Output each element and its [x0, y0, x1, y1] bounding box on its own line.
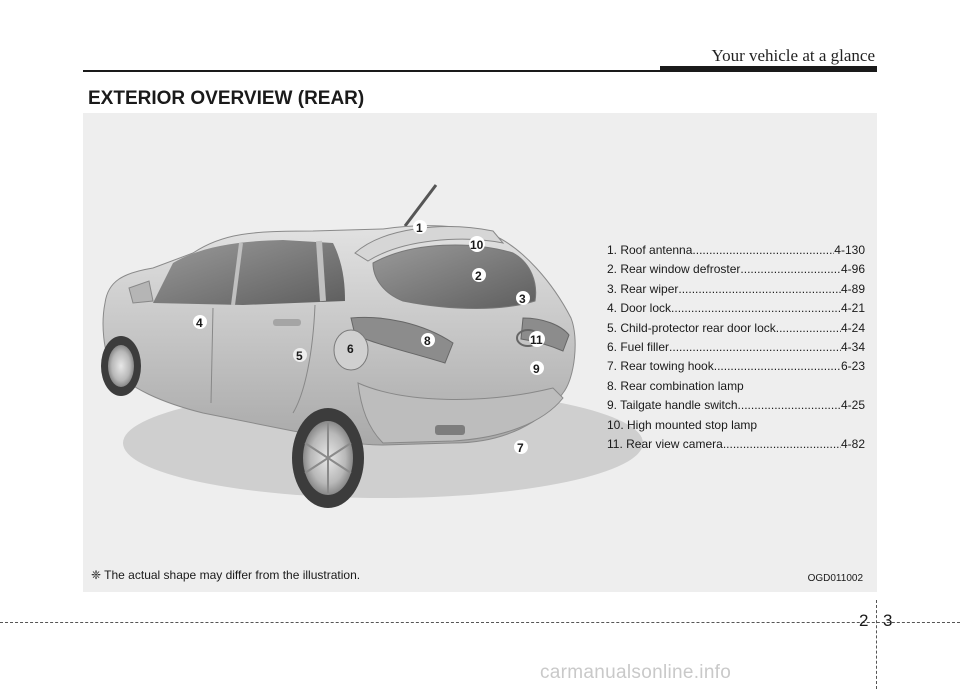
legend-item: 5. Child-protector rear door lock ..... 4-24: [607, 319, 865, 338]
roof-antenna: [405, 185, 436, 226]
svg-text:7: 7: [517, 441, 524, 455]
parts-legend: [607, 241, 865, 454]
legend-item: 9. Tailgate handle switch ..... 4-25: [607, 396, 865, 415]
svg-text:6: 6: [347, 342, 354, 356]
svg-text:5: 5: [296, 349, 303, 363]
rear-window: [373, 245, 536, 309]
svg-text:1: 1: [416, 221, 423, 235]
svg-text:4: 4: [196, 316, 203, 330]
callout-10: [469, 236, 485, 252]
legend-item: 4. Door lock ..... 4-21: [607, 299, 865, 318]
svg-text:9: 9: [533, 362, 540, 376]
header-rule: [83, 70, 877, 72]
section-title: EXTERIOR OVERVIEW (REAR): [88, 88, 365, 109]
footer-rule: [0, 622, 960, 623]
svg-text:3: 3: [519, 292, 526, 306]
legend-item: 7. Rear towing hook ..... 6-23: [607, 357, 865, 376]
page-number: 3: [883, 611, 893, 630]
legend-item: 2. Rear window defroster ..... 4-96: [607, 260, 865, 279]
svg-text:2: 2: [475, 269, 482, 283]
side-windows: [153, 240, 345, 305]
figure-panel: [83, 113, 877, 592]
reflector: [435, 425, 465, 435]
svg-text:10: 10: [470, 238, 484, 252]
figure-code: OGD011002: [807, 573, 863, 584]
chapter-number: 2: [859, 611, 869, 630]
legend-item: 10. High mounted stop lamp: [607, 417, 758, 432]
legend-item: 3. Rear wiper ..... 4-89: [607, 280, 865, 299]
chapter-title: Your vehicle at a glance: [711, 46, 875, 65]
door-handle: [273, 319, 301, 326]
page-separator: [876, 600, 877, 689]
legend-item: 1. Roof antenna ..... 4-130: [607, 241, 865, 260]
legend-item: 8. Rear combination lamp: [607, 378, 744, 393]
callout-6: [347, 342, 354, 356]
legend-item: 11. Rear view camera ..... 4-82: [607, 435, 865, 454]
watermark: carmanualsonline.info: [540, 662, 732, 683]
svg-text:8: 8: [424, 334, 431, 348]
illustration-note: ❈ The actual shape may differ from the illustration.: [91, 568, 361, 582]
svg-text:11: 11: [530, 333, 543, 347]
callout-11: [529, 331, 545, 347]
legend-item: 6. Fuel filler ..... 4-34: [607, 338, 865, 357]
